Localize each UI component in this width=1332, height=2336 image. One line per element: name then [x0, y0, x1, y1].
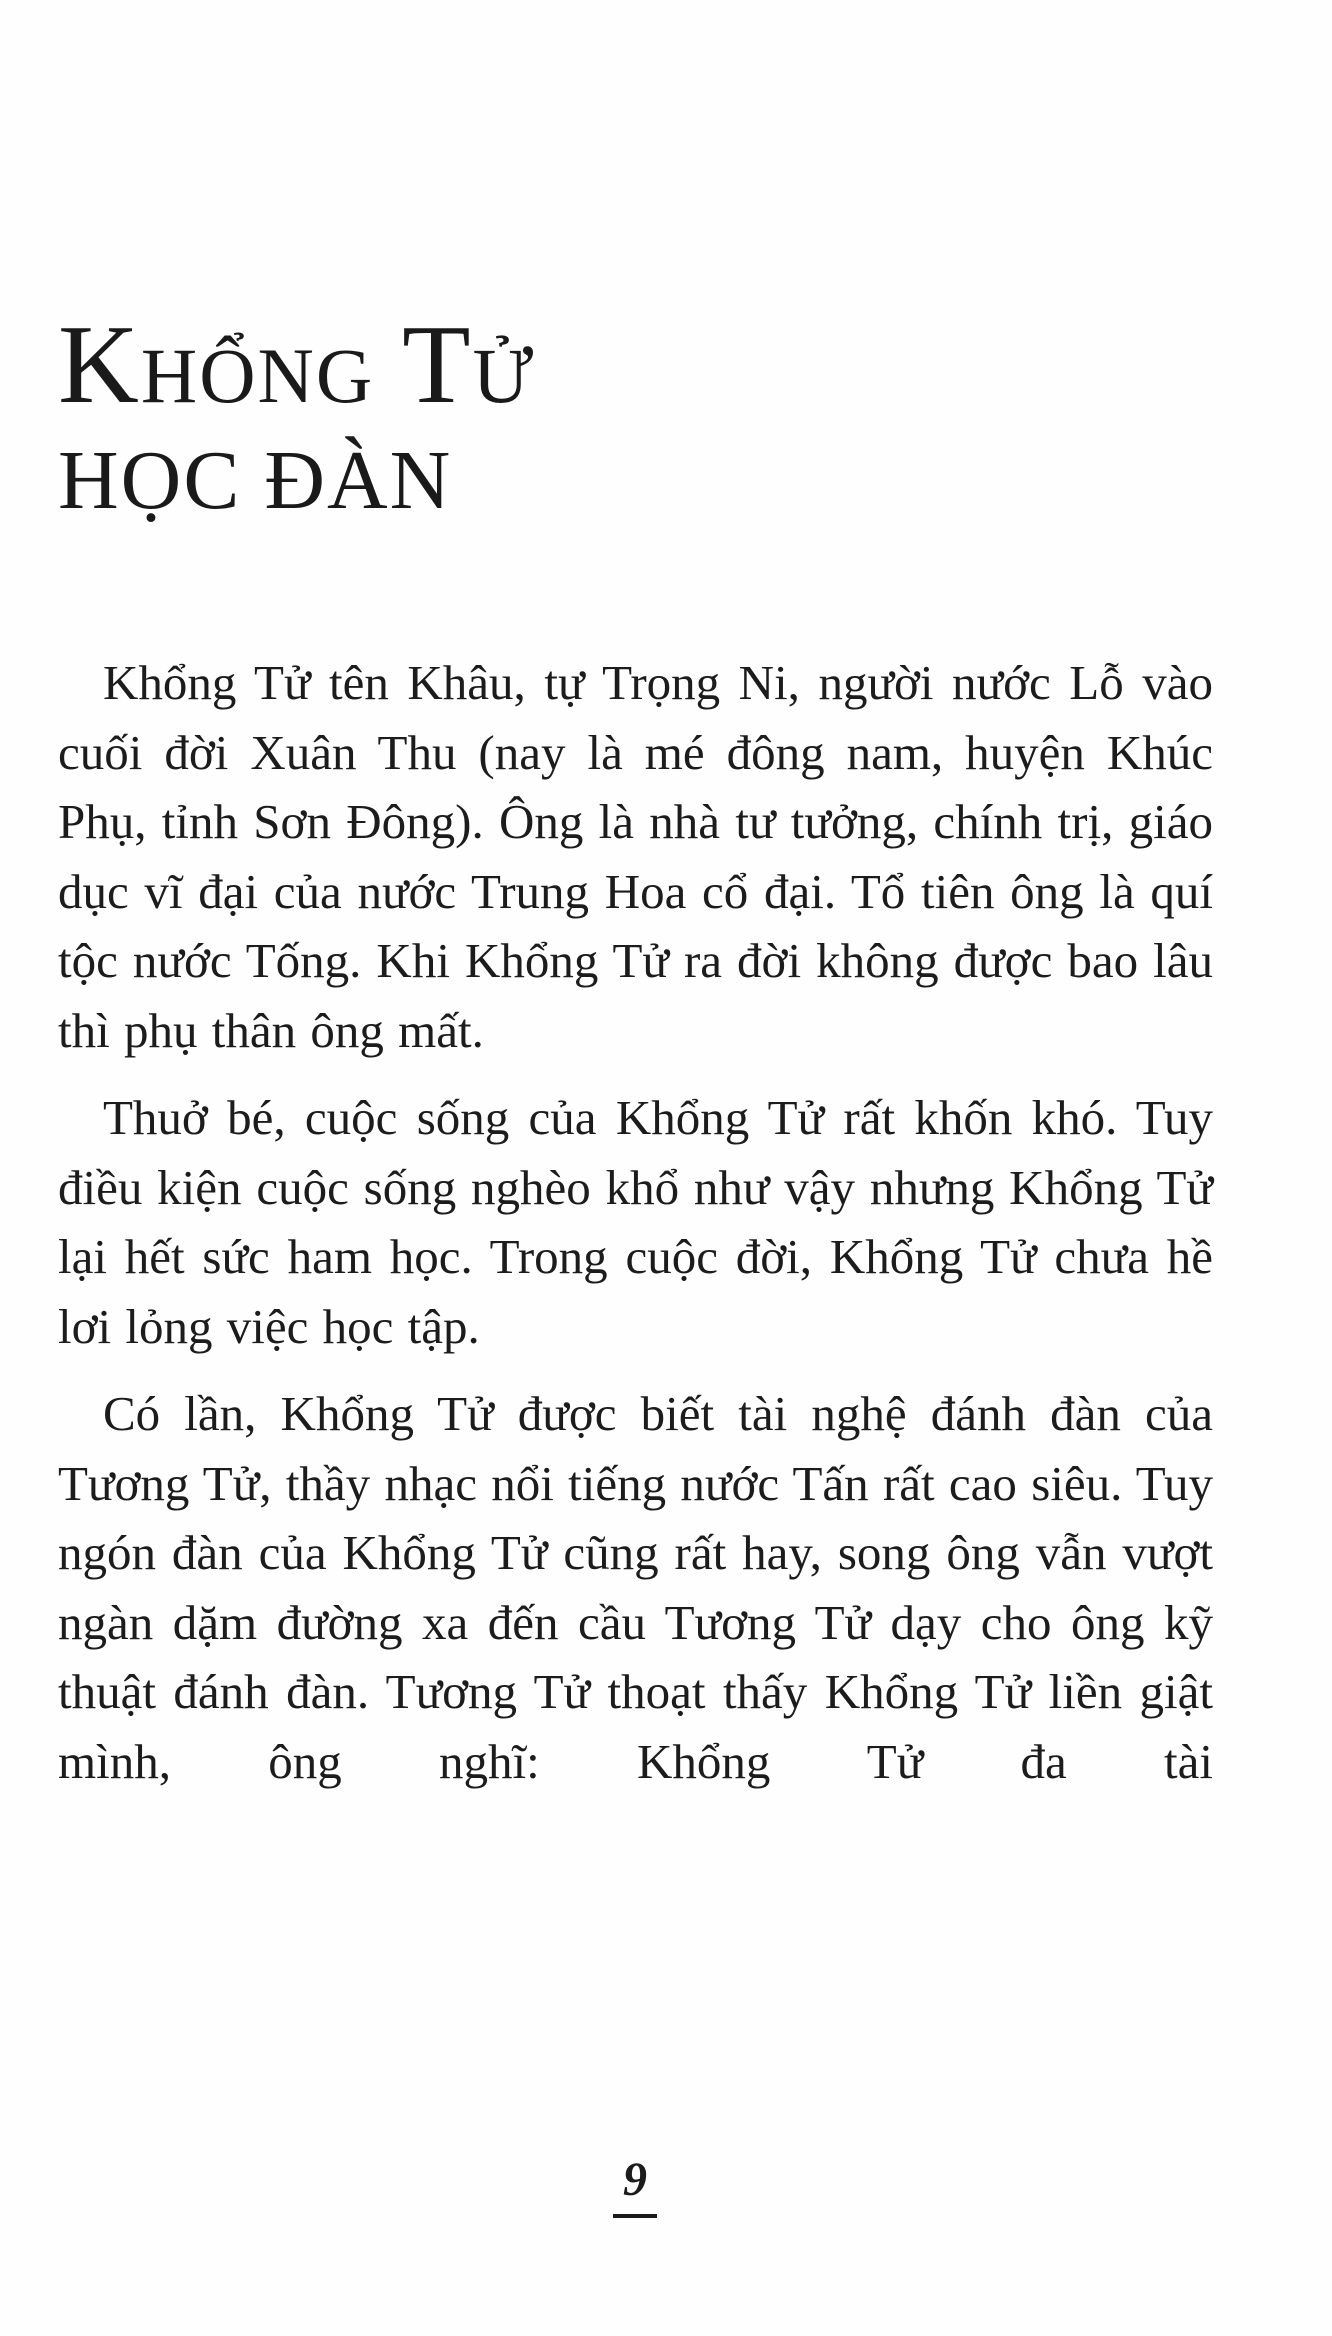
page-footer	[595, 2150, 675, 2218]
chapter-title-line-2: HỌC ĐÀN	[58, 434, 453, 527]
paragraph-2: Thuở bé, cuộc sống của Khổng Tử rất khốn khó. Tuy điều kiện cuộc sống nghèo khổ như vậy nhưng Khổng Tử lại hết sức ham học. Trong cuộc đời, Khổng Tử chưa hề lơi lỏng việc học tập.	[58, 1090, 1213, 1354]
chapter-title-line-1: Khổng Tử	[58, 303, 536, 427]
paragraph-3: Có lần, Khổng Tử được biết tài nghệ đánh đàn của Tương Tử, thầy nhạc nổi tiếng nước Tấn rất cao siêu. Tuy ngón đàn của Khổng Tử cũng rất hay, song ông vẫn vượt ngàn dặm đường xa đến cầu Tương Tử dạy cho ông kỹ thuật đánh đàn. Tương Tử thoạt thấy Khổng Tử liền giật mình, ông nghĩ: Khổng Tử đa tài	[58, 1386, 1213, 1789]
body-text	[58, 648, 1213, 1814]
paragraph-1: Khổng Tử tên Khâu, tự Trọng Ni, người nước Lỗ vào cuối đời Xuân Thu (nay là mé đông nam, huyện Khúc Phụ, tỉnh Sơn Đông). Ông là nhà tư tưởng, chính trị, giáo dục vĩ đại của nước Trung Hoa cổ đại. Tổ tiên ông là quí tộc nước Tống. Khi Khổng Tử ra đời không được bao lâu thì phụ thân ông mất.	[58, 655, 1213, 1058]
page-number: 9	[613, 2150, 657, 2218]
chapter-title	[58, 305, 535, 533]
